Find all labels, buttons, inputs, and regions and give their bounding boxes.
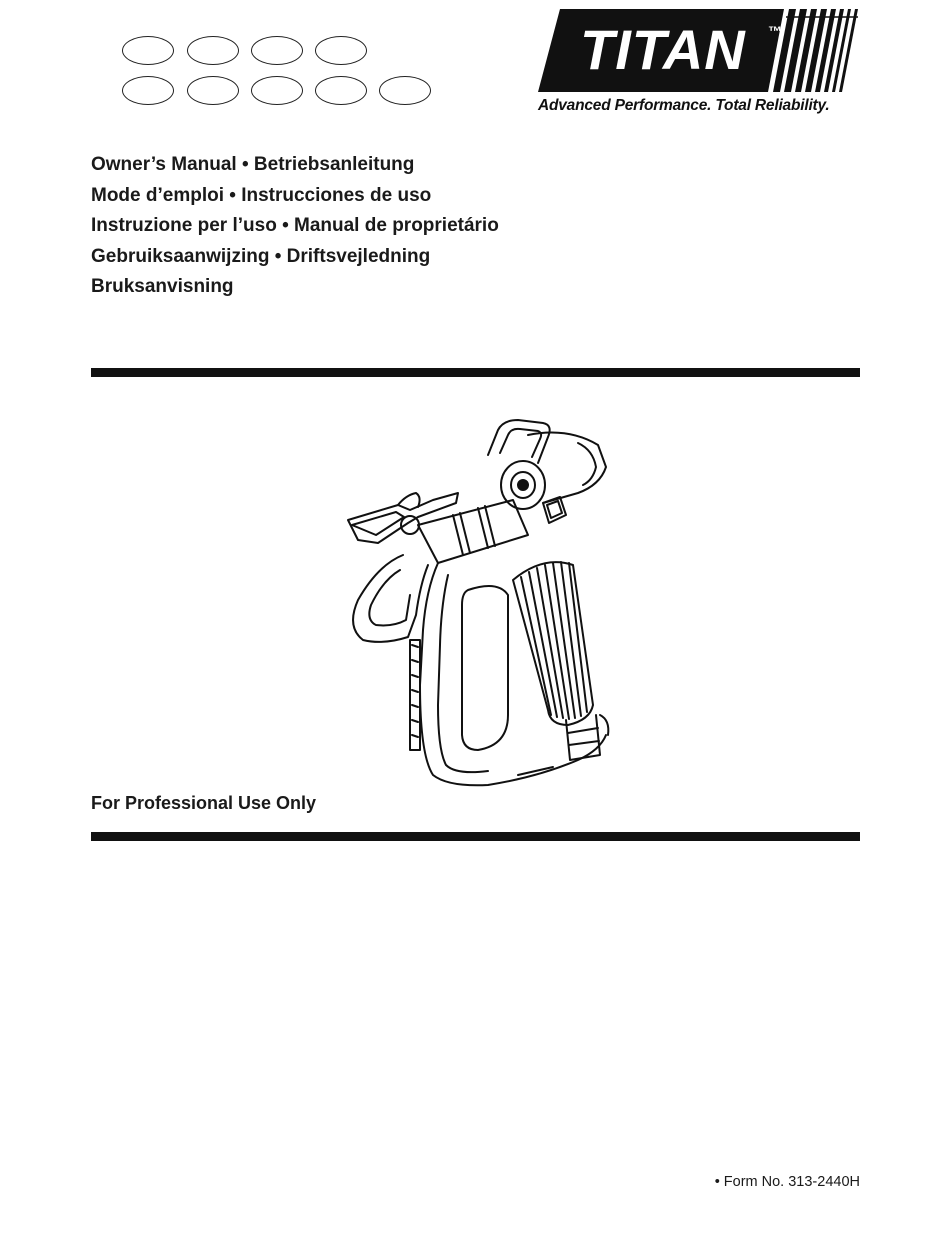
language-ovals: [122, 36, 442, 108]
logo-wordmark: TITAN: [580, 18, 746, 81]
language-oval: [187, 76, 239, 105]
language-oval: [251, 36, 303, 65]
title-line: Bruksanvisning: [91, 276, 234, 297]
brand-tagline: Advanced Performance. Total Reliability.: [538, 97, 830, 114]
title-line: Gebruiksaanwijzing • Driftsvejledning: [91, 245, 431, 267]
trademark-symbol: ™: [768, 23, 782, 39]
language-oval: [122, 76, 174, 105]
spray-gun-illustration: [338, 415, 618, 790]
top-divider: [91, 368, 860, 377]
language-oval: [122, 36, 174, 65]
brand-logo: [538, 9, 862, 119]
language-oval: [315, 76, 367, 105]
form-number: • Form No. 313-2440H: [714, 1174, 860, 1190]
language-oval: [379, 76, 431, 105]
manual-titles: [91, 150, 499, 303]
language-oval: [251, 76, 303, 105]
bottom-divider: [91, 832, 860, 841]
title-line: Mode d’emploi • Instrucciones de uso: [91, 184, 432, 206]
language-oval: [315, 36, 367, 65]
title-line: Instruzione per l’uso • Manual de proprietário: [91, 215, 499, 236]
title-line: Owner’s Manual • Betriebsanleitung: [91, 154, 415, 175]
language-oval: [187, 36, 239, 65]
professional-use-notice: For Professional Use Only: [91, 793, 317, 813]
